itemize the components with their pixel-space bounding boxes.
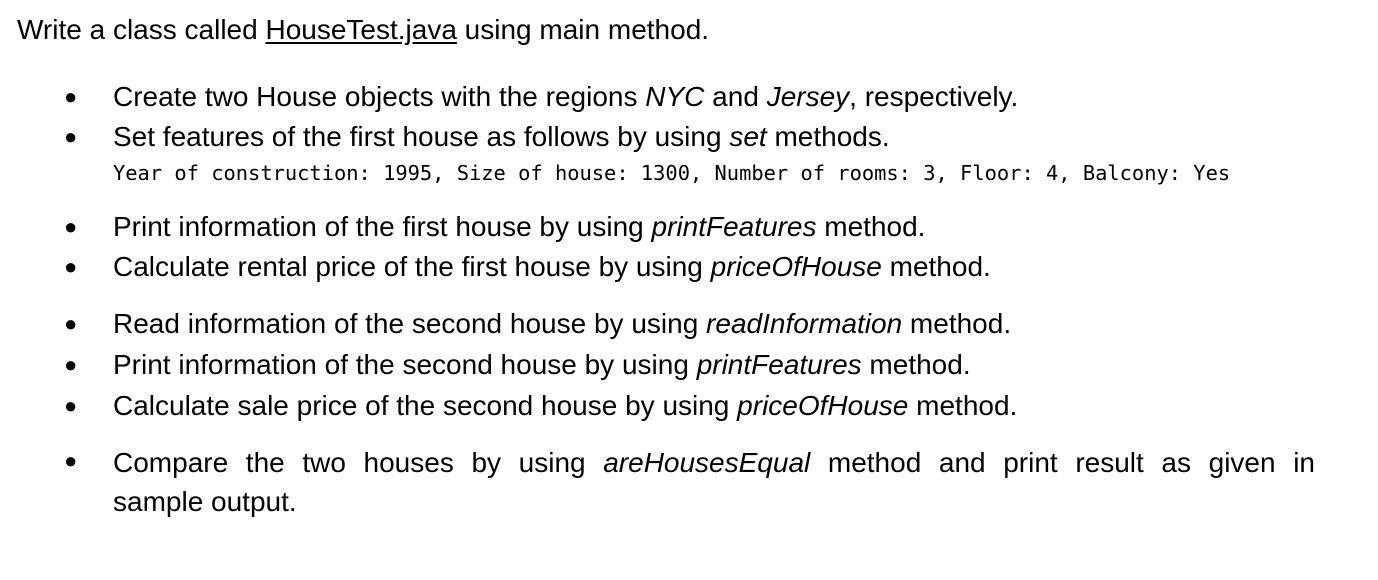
list-item-text: Create two House objects with the regions NYC and Jersey, respectively. [113,81,1019,112]
list-item [0,443,1378,523]
house-features-code-line: Year of construction: 1995, Size of house: 1300, Number of rooms: 3, Floor: 4, Balcony: Yes [113,161,1231,185]
assignment-heading [17,12,709,48]
list-item-text: Read information of the second house by using readInformation method. [113,308,1012,339]
bullet-icon: ● [64,448,78,473]
heading-suffix: using main method. [456,14,710,45]
bullet-icon: ● [64,352,78,377]
list-item-text: Calculate rental price of the first house by using priceOfHouse method. [113,251,991,282]
bullet-icon: ● [64,214,78,239]
heading-prefix: Write a class called [17,14,266,45]
list-item-text: Calculate sale price of the second house by using priceOfHouse method. [113,390,1018,421]
bullet-icon: ● [64,254,78,279]
bullet-icon: ● [64,124,78,149]
list-item-text: Compare the two houses by using areHousesEqual method and print result as given in [113,447,1315,478]
list-item-text-continuation: sample output. [113,486,297,517]
list-item-text: Print information of the first house by using printFeatures method. [113,211,926,242]
list-item-text: Set features of the first house as follows by using set methods. [113,121,890,152]
bullet-icon: ● [64,393,78,418]
bullet-icon: ● [64,311,78,336]
housetest-filename-link[interactable]: HouseTest.java [265,14,457,45]
list-item-text: Print information of the second house by using printFeatures method. [113,349,971,380]
bullet-icon: ● [64,84,78,109]
